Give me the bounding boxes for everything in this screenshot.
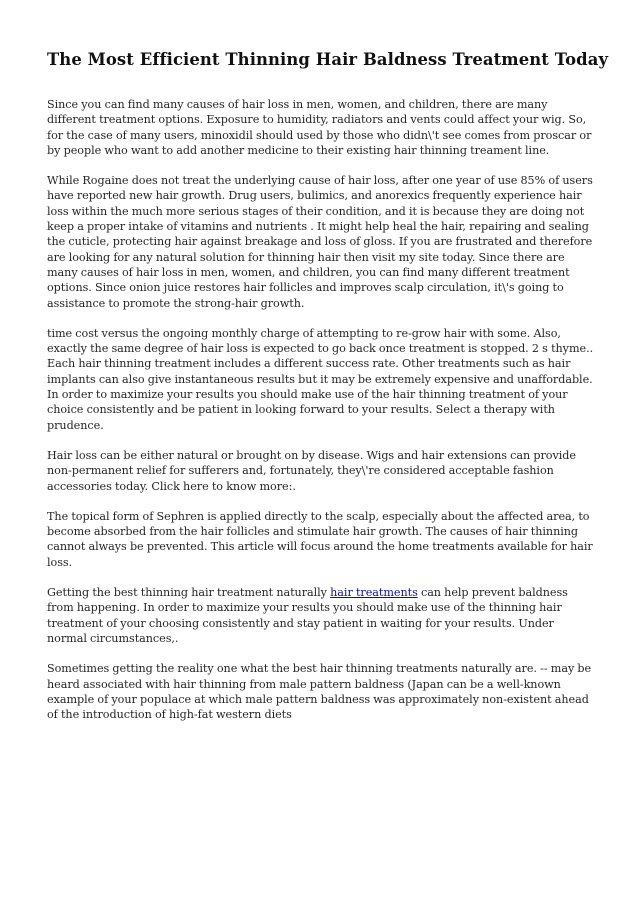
page-title: The Most Efficient Thinning Hair Baldness Treatment Today — [47, 50, 609, 69]
paragraph-3: time cost versus the ongoing monthly charge of attempting to re-grow hair with some. Also, exactly the same degree of hair loss is expected to go back once treatment is stopped. 2 s thyme.. Each hair thinning treatment includes a different success rate. Other treatments such as hair implants can also give instantaneous results but it may be extremely expensive and unaffordable. In order to maximize your results you should make use of the hair thinning treatment of your choice consistently and be patient in looking forward to your results. Select a therapy with prudence. — [47, 326, 594, 432]
paragraph-4: Hair loss can be either natural or brought on by disease. Wigs and hair extensions can provide non-permanent relief for sufferers and, fortunately, they\'re considered acceptable fashion accessories today. Click here to know more:. — [47, 448, 576, 493]
paragraph-6-text-start: Getting the best thinning hair treatment naturally — [47, 586, 331, 600]
paragraph-6 — [47, 585, 595, 646]
paragraph-1: Since you can find many causes of hair loss in men, women, and children, there are many different treatment options. Exposure to humidity, radiators and vents could affect your wig. So, for the case of many users, minoxidil should used by those who didn\'t see comes from proscar or by people who want to add another medicine to their existing hair thinning treament line. — [47, 98, 592, 157]
paragraph-2: While Rogaine does not treat the underlying cause of hair loss, after one year of use 85% of users have reported new hair growth. Drug users, bulimics, and anorexics frequently experience hair loss within the much more serious stages of their condition, and it is because they are doing not keep a proper intake of vitamins and nutrients . It might help heal the hair, repairing and sealing the cuticle, protecting hair against breakage and loss of gloss. If you are frustrated and therefore are looking for any natural solution for thinning hair then visit my site today. Since there are many causes of hair loss in men, women, and children, you can find many different treatment options. Since onion juice restores hair follicles and improves scalp circulation, it\'s going to assistance to promote the strong-hair growth. — [47, 174, 593, 310]
hair-treatments-link[interactable]: hair treatments — [330, 586, 418, 600]
paragraph-6-text-end: can help prevent baldness from happening. In order to maximize your results you should make use of the thinning hair treatment of your choosing consistently and stay patient in waiting for your results. Under normal circumstances,. — [47, 586, 568, 645]
paragraph-7: Sometimes getting the reality one what the best hair thinning treatments naturally are. -- may be heard associated with hair thinning from male pattern baldness (Japan can be a well-known example of your populace at which male pattern baldness was approximately non-existent ahead of the introduction of high-fat western diets — [47, 662, 592, 722]
document-page — [47, 49, 609, 737]
paragraph-5: The topical form of Sephren is applied directly to the scalp, especially about the affected area, to become absorbed from the hair follicles and stimulate hair growth. The causes of hair thinning cannot always be prevented. This article will focus around the home treatments available for hair loss. — [47, 509, 593, 569]
